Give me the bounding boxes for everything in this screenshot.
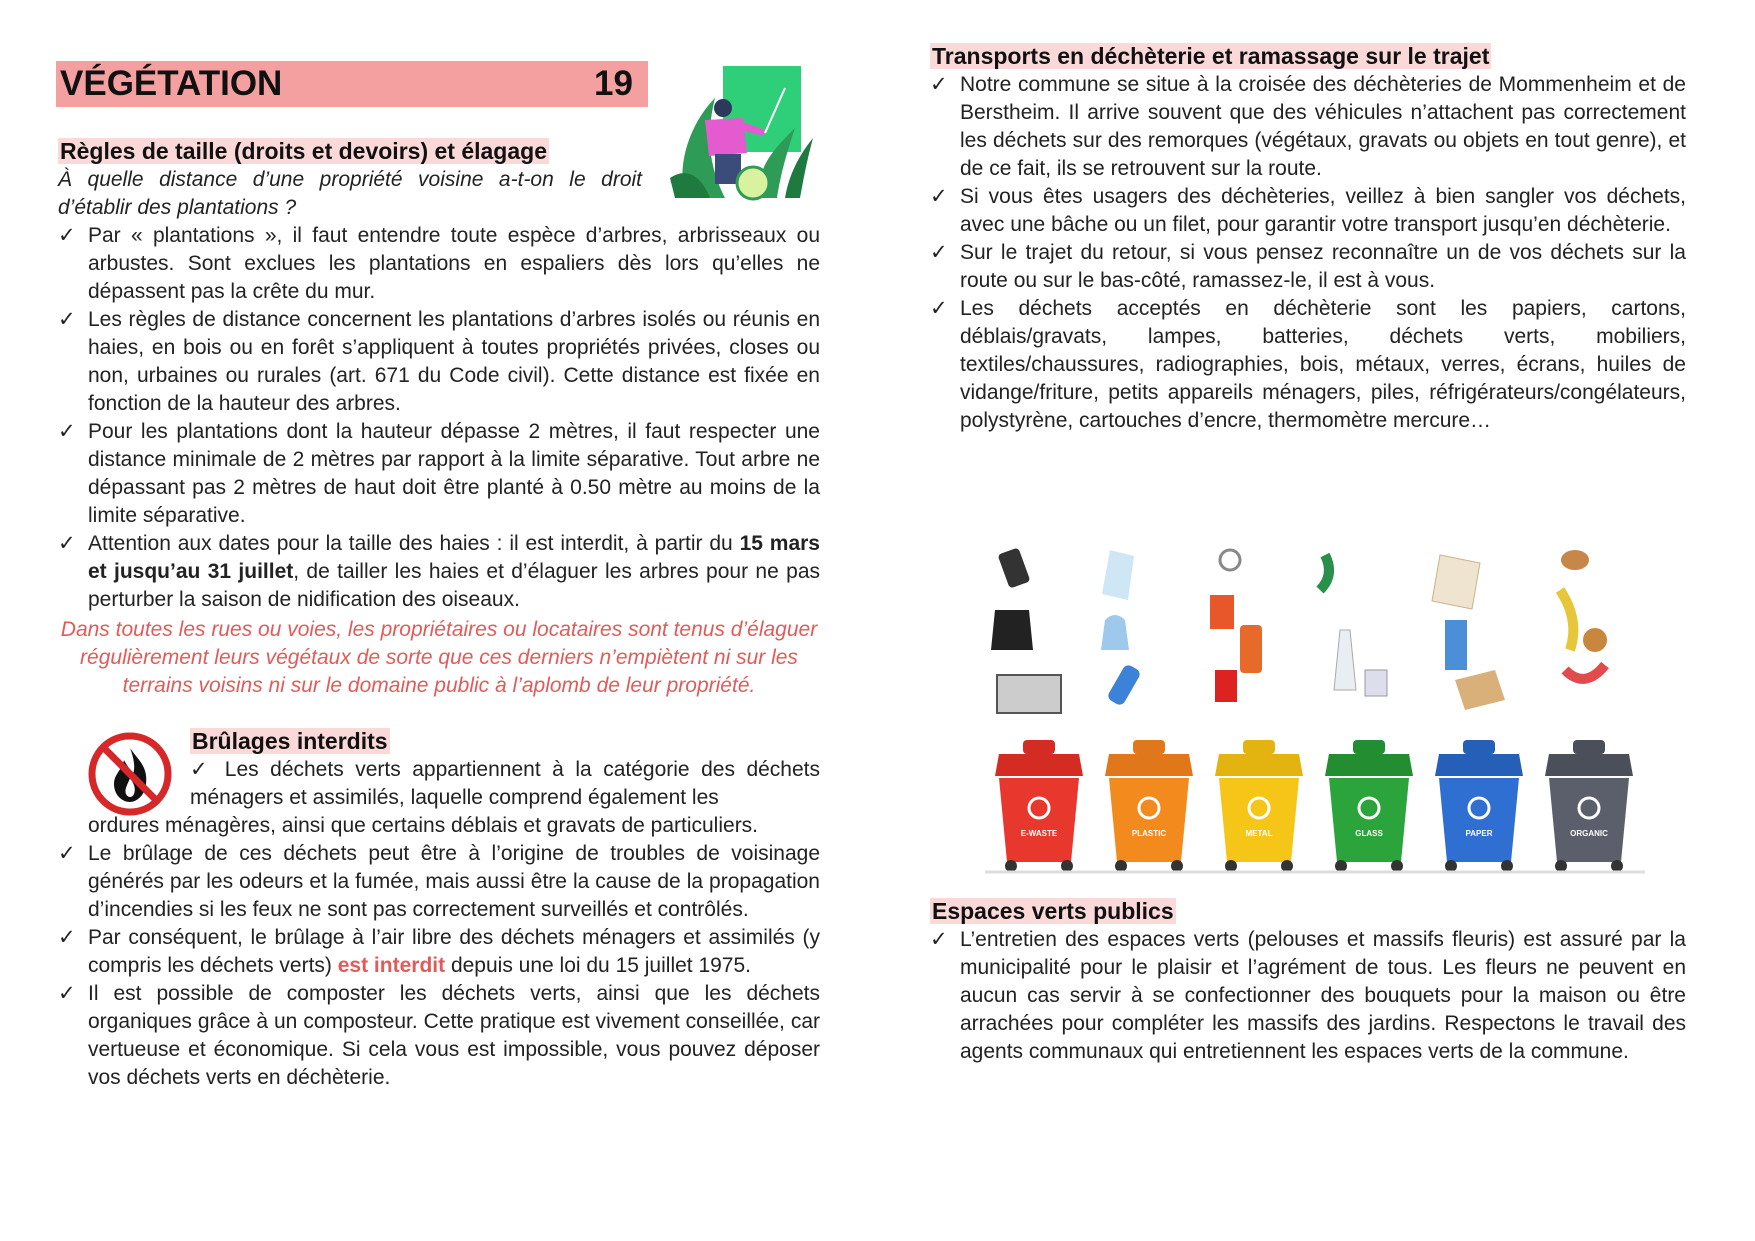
list-item: ✓ Les déchets acceptés en déchèterie sont les papiers, cartons, déblais/gravats, lampes, batteries, déchets verts, mobiliers, textiles/chaussures, radiographies, bois, métaux, verres, écrans, huiles de vidange/friture, petits appareils ménagers, piles, réfrigérateurs/congélateurs, polystyrène, cartouches d’encre, thermomètre mercure…	[930, 297, 1686, 432]
bin-e-waste	[995, 740, 1083, 872]
page-number: 19	[594, 64, 633, 103]
gardening-illustration	[665, 58, 815, 208]
list-item: ✓ Les règles de distance concernent les plantations d’arbres isolés ou réunis en haies, en bois ou en forêt s’appliquent à toutes propriétés privées, closes ou non, urbaines ou rurales (art. 671 du Code civil). Cette distance est fixée en fonction de la hauteur des arbres.	[58, 308, 820, 415]
transport-list	[930, 71, 1686, 435]
heading-espaces: Espaces verts publics	[932, 898, 1174, 924]
bin-label: E-WASTE	[1020, 829, 1058, 838]
taille-list	[58, 222, 820, 614]
heading-transport: Transports en déchèterie et ramassage sur le trajet	[932, 43, 1490, 69]
bin-organic	[1545, 740, 1633, 872]
page-title: VÉGÉTATION	[60, 64, 283, 103]
falling-waste	[991, 547, 1607, 713]
list-item: ✓ Si vous êtes usagers des déchèteries, veillez à bien sangler vos déchets, avec une bâche ou un filet, pour garantir votre transport jusqu’en déchèterie.	[930, 185, 1686, 236]
list-item: ✓ Attention aux dates pour la taille des haies : il est interdit, à partir du 15 mars et jusqu’au 31 juillet, de tailler les haies et d’élaguer les arbres pour ne pas perturber la saison de nidification des oiseaux.	[58, 532, 820, 611]
bin-glass	[1325, 740, 1413, 872]
brulage-first-item: ✓ Les déchets verts appartiennent à la catégorie des déchets ménagers et assimilés, laquelle comprend également les	[190, 758, 820, 809]
list-item: ✓ Le brûlage de ces déchets peut être à l’origine de troubles de voisinage générés par les odeurs et la fumée, mais aussi être la cause de la propagation d’incendies si les feux ne sont pas correctement surveillés et contrôlés.	[58, 842, 820, 921]
list-item: ✓ Pour les plantations dont la hauteur dépasse 2 mètres, il faut respecter une distance minimale de 2 mètres par rapport à la limite séparative. Tout arbre ne dépassant pas 2 mètres de haut doit être planté à 0.50 mètre au moins de la limite séparative.	[58, 420, 820, 527]
check-icon: ✓	[190, 758, 225, 781]
bin-metal	[1215, 740, 1303, 872]
list-item: ✓ Sur le trajet du retour, si vous pensez reconnaître un de vos déchets sur la route ou sur le bas-côté, ramassez-le, il est à vous.	[930, 241, 1686, 292]
bin-label: PAPER	[1465, 829, 1493, 838]
forbidden-text: est interdit	[337, 954, 446, 977]
no-burning-icon	[88, 732, 172, 816]
brulage-first-item-cont: ordures ménagères, ainsi que certains déblais et gravats de particuliers.	[88, 814, 759, 837]
brulage-list	[58, 840, 820, 1092]
red-notice: Dans toutes les rues ou voies, les propriétaires ou locataires sont tenus d’élaguer régulièrement leurs végétaux de sorte que ces derniers n’empiètent ni sur les terrains voisins ni sur le domaine public à l’aplomb de leur propriété.	[60, 618, 818, 697]
bin-label: PLASTIC	[1131, 829, 1167, 838]
dates-bold: 15 mars et jusqu’au 31 juillet	[88, 532, 820, 583]
question-distance: À quelle distance d’une propriété voisine a-t-on le droit d’établir des plantations ?	[58, 168, 642, 219]
list-item: ✓ Par conséquent, le brûlage à l’air libre des déchets ménagers et assimilés (y compris les déchets verts) est interdit depuis une loi du 15 juillet 1975.	[58, 926, 820, 977]
heading-brulage: Brûlages interdits	[192, 728, 388, 754]
bin-label: ORGANIC	[1570, 829, 1608, 838]
bin-paper	[1435, 740, 1523, 872]
list-item: ✓ Notre commune se situe à la croisée des déchèteries de Mommenheim et de Berstheim. Il arrive souvent que des véhicules n’attachent pas correctement les déchets sur des remorques (végétaux, gravats ou objets en tout genre), et de ce fait, ils se retrouvent sur la route.	[930, 73, 1686, 180]
list-item: ✓ Par « plantations », il faut entendre toute espèce d’arbres, arbrisseaux ou arbustes. Sont exclues les plantations en espaliers dès lors qu’elles ne dépassent pas la crête du mur.	[58, 224, 820, 303]
bin-label: METAL	[1245, 829, 1273, 838]
list-item: ✓ L’entretien des espaces verts (pelouses et massifs fleuris) est assuré par la municipalité pour le plaisir et l’agrément de tous. Les fleurs ne peuvent en aucun cas servir à se confectionner des bouquets pour la maison ou être arrachées pour compléter les massifs des jardins. Respectons le travail des agents communaux qui entretiennent les espaces verts de la commune.	[930, 928, 1686, 1063]
bins-group	[995, 740, 1633, 872]
recycling-bins-illustration	[985, 540, 1645, 880]
bin-label: GLASS	[1355, 829, 1383, 838]
espaces-list	[930, 926, 1686, 1066]
list-item: ✓ Il est possible de composter les déchets verts, ainsi que les déchets organiques grâce à un composteur. Cette pratique est vivement conseillée, car vertueuse et économique. Si cela vous est impossible, vous pouvez déposer vos déchets verts en déchèterie.	[58, 982, 820, 1089]
bin-plastic	[1105, 740, 1193, 872]
heading-taille: Règles de taille (droits et devoirs) et élagage	[60, 138, 547, 164]
